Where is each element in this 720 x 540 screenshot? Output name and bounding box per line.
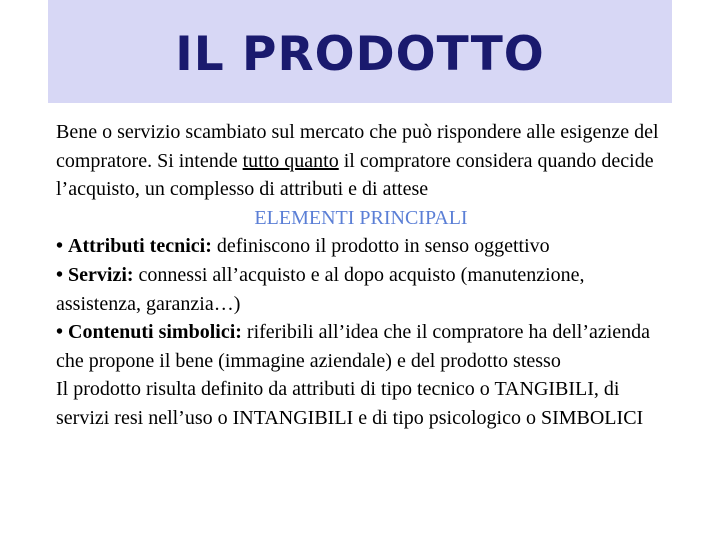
slide-title: IL PRODOTTO (175, 27, 545, 82)
conclusion-paragraph: Il prodotto risulta definito da attributi di tipo tecnico o TANGIBILI, di servizi resi nell’uso o INTANGIBILI e di tipo psicologico o SIMBOLICI (56, 378, 644, 429)
intro-paragraph (56, 118, 666, 204)
element-text: connessi all’acquisto e al dopo acquisto (manutenzione, assistenza, garanzia…) (56, 263, 585, 315)
intro-text-after: il compratore considera quando decide l’acquisto, un complesso di attributi e di attese (56, 149, 654, 201)
element-item (56, 318, 666, 375)
element-text: definiscono il prodotto in senso oggettivo (211, 235, 550, 258)
section-heading: ELEMENTI PRINCIPALI (254, 206, 468, 229)
title-bar (48, 0, 672, 103)
element-item (56, 232, 666, 261)
intro-text-before: Bene o servizio scambiato sul mercato che può rispondere alle esigenze del compratore. Si intende (56, 121, 659, 172)
element-label: Contenuti simbolici: (68, 321, 242, 344)
bullet-icon: • (56, 263, 64, 286)
element-text: riferibili all’idea che il compratore ha dell’azienda che propone il bene (immagine aziendale) e del prodotto stesso (56, 321, 651, 372)
bullet-icon: • (56, 321, 64, 344)
element-label: Attributi tecnici: (68, 235, 212, 258)
intro-underlined-text: tutto quanto (242, 149, 339, 172)
bullet-icon: • (56, 235, 64, 258)
element-label: Servizi: (68, 263, 134, 286)
element-item (56, 261, 666, 318)
slide-body (56, 118, 666, 433)
